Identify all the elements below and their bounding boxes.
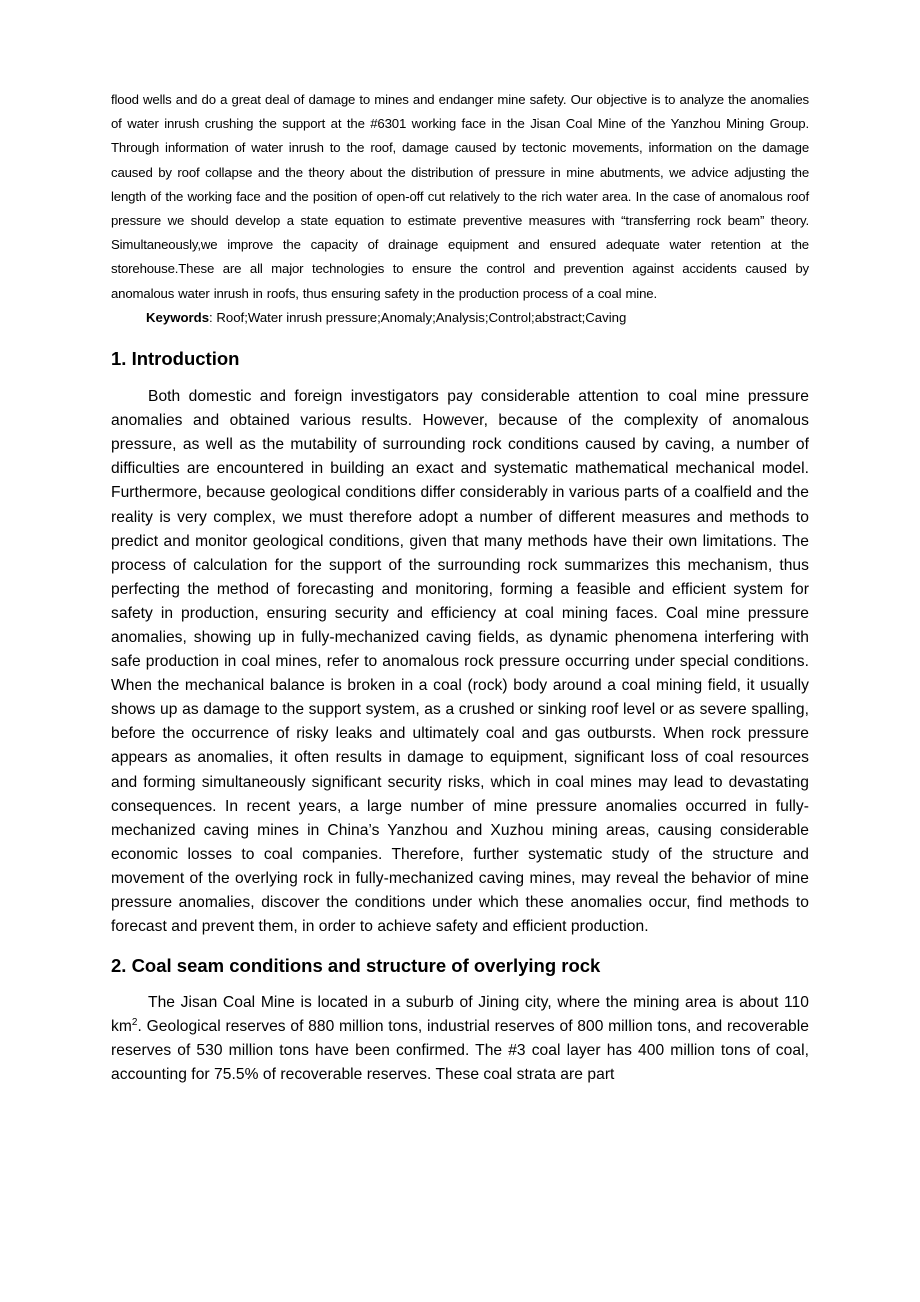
keywords-line [111,306,809,330]
paper-page [111,88,809,1088]
section-1-paragraph: Both domestic and foreign investigators pay considerable attention to coal mine pressure anomalies and obtained various results. However, because of the complexity of anomalous pressure, as well as the mutability of surrounding rock conditions caused by caving, a number of difficulties are encountered in building an exact and systematic mathematical mechanical model. Furthermore, because geological conditions differ considerably in various parts of a coalfield and the reality is very complex, we must therefore adopt a number of different measures and methods to predict and monitor geological conditions, given that many methods have their own limitations. The process of calculation for the support of the surrounding rock summarizes this mechanism, thus perfecting the method of forecasting and monitoring, forming a feasible and efficient system for safety in production, ensuring security and efficiency at coal mining faces. Coal mine pressure anomalies, showing up in fully-mechanized caving fields, as dynamic phenomena interfering with safe production in coal mines, refer to anomalous rock pressure occurring under special conditions. When the mechanical balance is broken in a coal (rock) body around a coal mining field, it usually shows up as damage to the support system, as a crushed or sinking roof level or as severe spalling, before the occurrence of risky leaks and ultimately coal and gas outbursts. When rock pressure appears as anomalies, it often results in damage to equipment, significant loss of coal resources and forming simultaneously significant security risks, which in coal mines may lead to devastating consequences. In recent years, a large number of mine pressure anomalies occurred in fully-mechanized caving mines in China’s Yanzhou and Xuzhou mining areas, causing considerable economic losses to coal companies. Therefore, further systematic study of the structure and movement of the overlying rock in fully-mechanized caving mines, may reveal the behavior of mine pressure anomalies, discover the conditions under which these anomalies occur, find methods to forecast and prevent them, in order to achieve safety and efficient production. [111,388,809,936]
section-2-body [111,991,809,1087]
section-2-text-part1: The Jisan Coal Mine is located in a suburb of Jining city, where the mining area is about 110 km [111,994,809,1036]
section-2-paragraph [111,991,809,1087]
abstract-text: flood wells and do a great deal of damage to mines and endanger mine safety. Our objective is to analyze the anomalies of water inrush crushing the support at the #6301 working face in the Jisan Coal Mine of the Yanzhou Mining Group. Through information of water inrush to the roof, damage caused by tectonic movements, information on the damage caused by roof collapse and the theory about the distribution of pressure in mine abutments, we advice adjusting the length of the working face and the position of open-off cut relatively to the rich water area. In the case of anomalous roof pressure we should develop a state equation to estimate preventive measures with “transferring rock beam” theory. Simultaneously,we improve the capacity of drainage equipment and ensured adequate water retention at the storehouse.These are all major technologies to ensure the control and prevention against accidents caused by anomalous water inrush in roofs, thus ensuring safety in the production process of a coal mine. [111,92,809,301]
keywords-text: : Roof;Water inrush pressure;Anomaly;Analysis;Control;abstract;Caving [209,309,627,325]
section-2-text-part2: . Geological reserves of 880 million tons, industrial reserves of 800 million tons, and recoverable reserves of 530 million tons have been confirmed. The #3 coal layer has 400 million tons of coal, accounting for 75.5% of recoverable reserves. These coal strata are part [111,1018,809,1084]
abstract-block [111,88,809,306]
superscript-2: 2 [131,1017,138,1029]
section-2-heading: 2. Coal seam conditions and structure of overlying rock [111,955,601,977]
section-1-heading: 1. Introduction [111,348,240,370]
keywords-label: Keywords [146,309,210,325]
section-1-body [111,385,809,939]
